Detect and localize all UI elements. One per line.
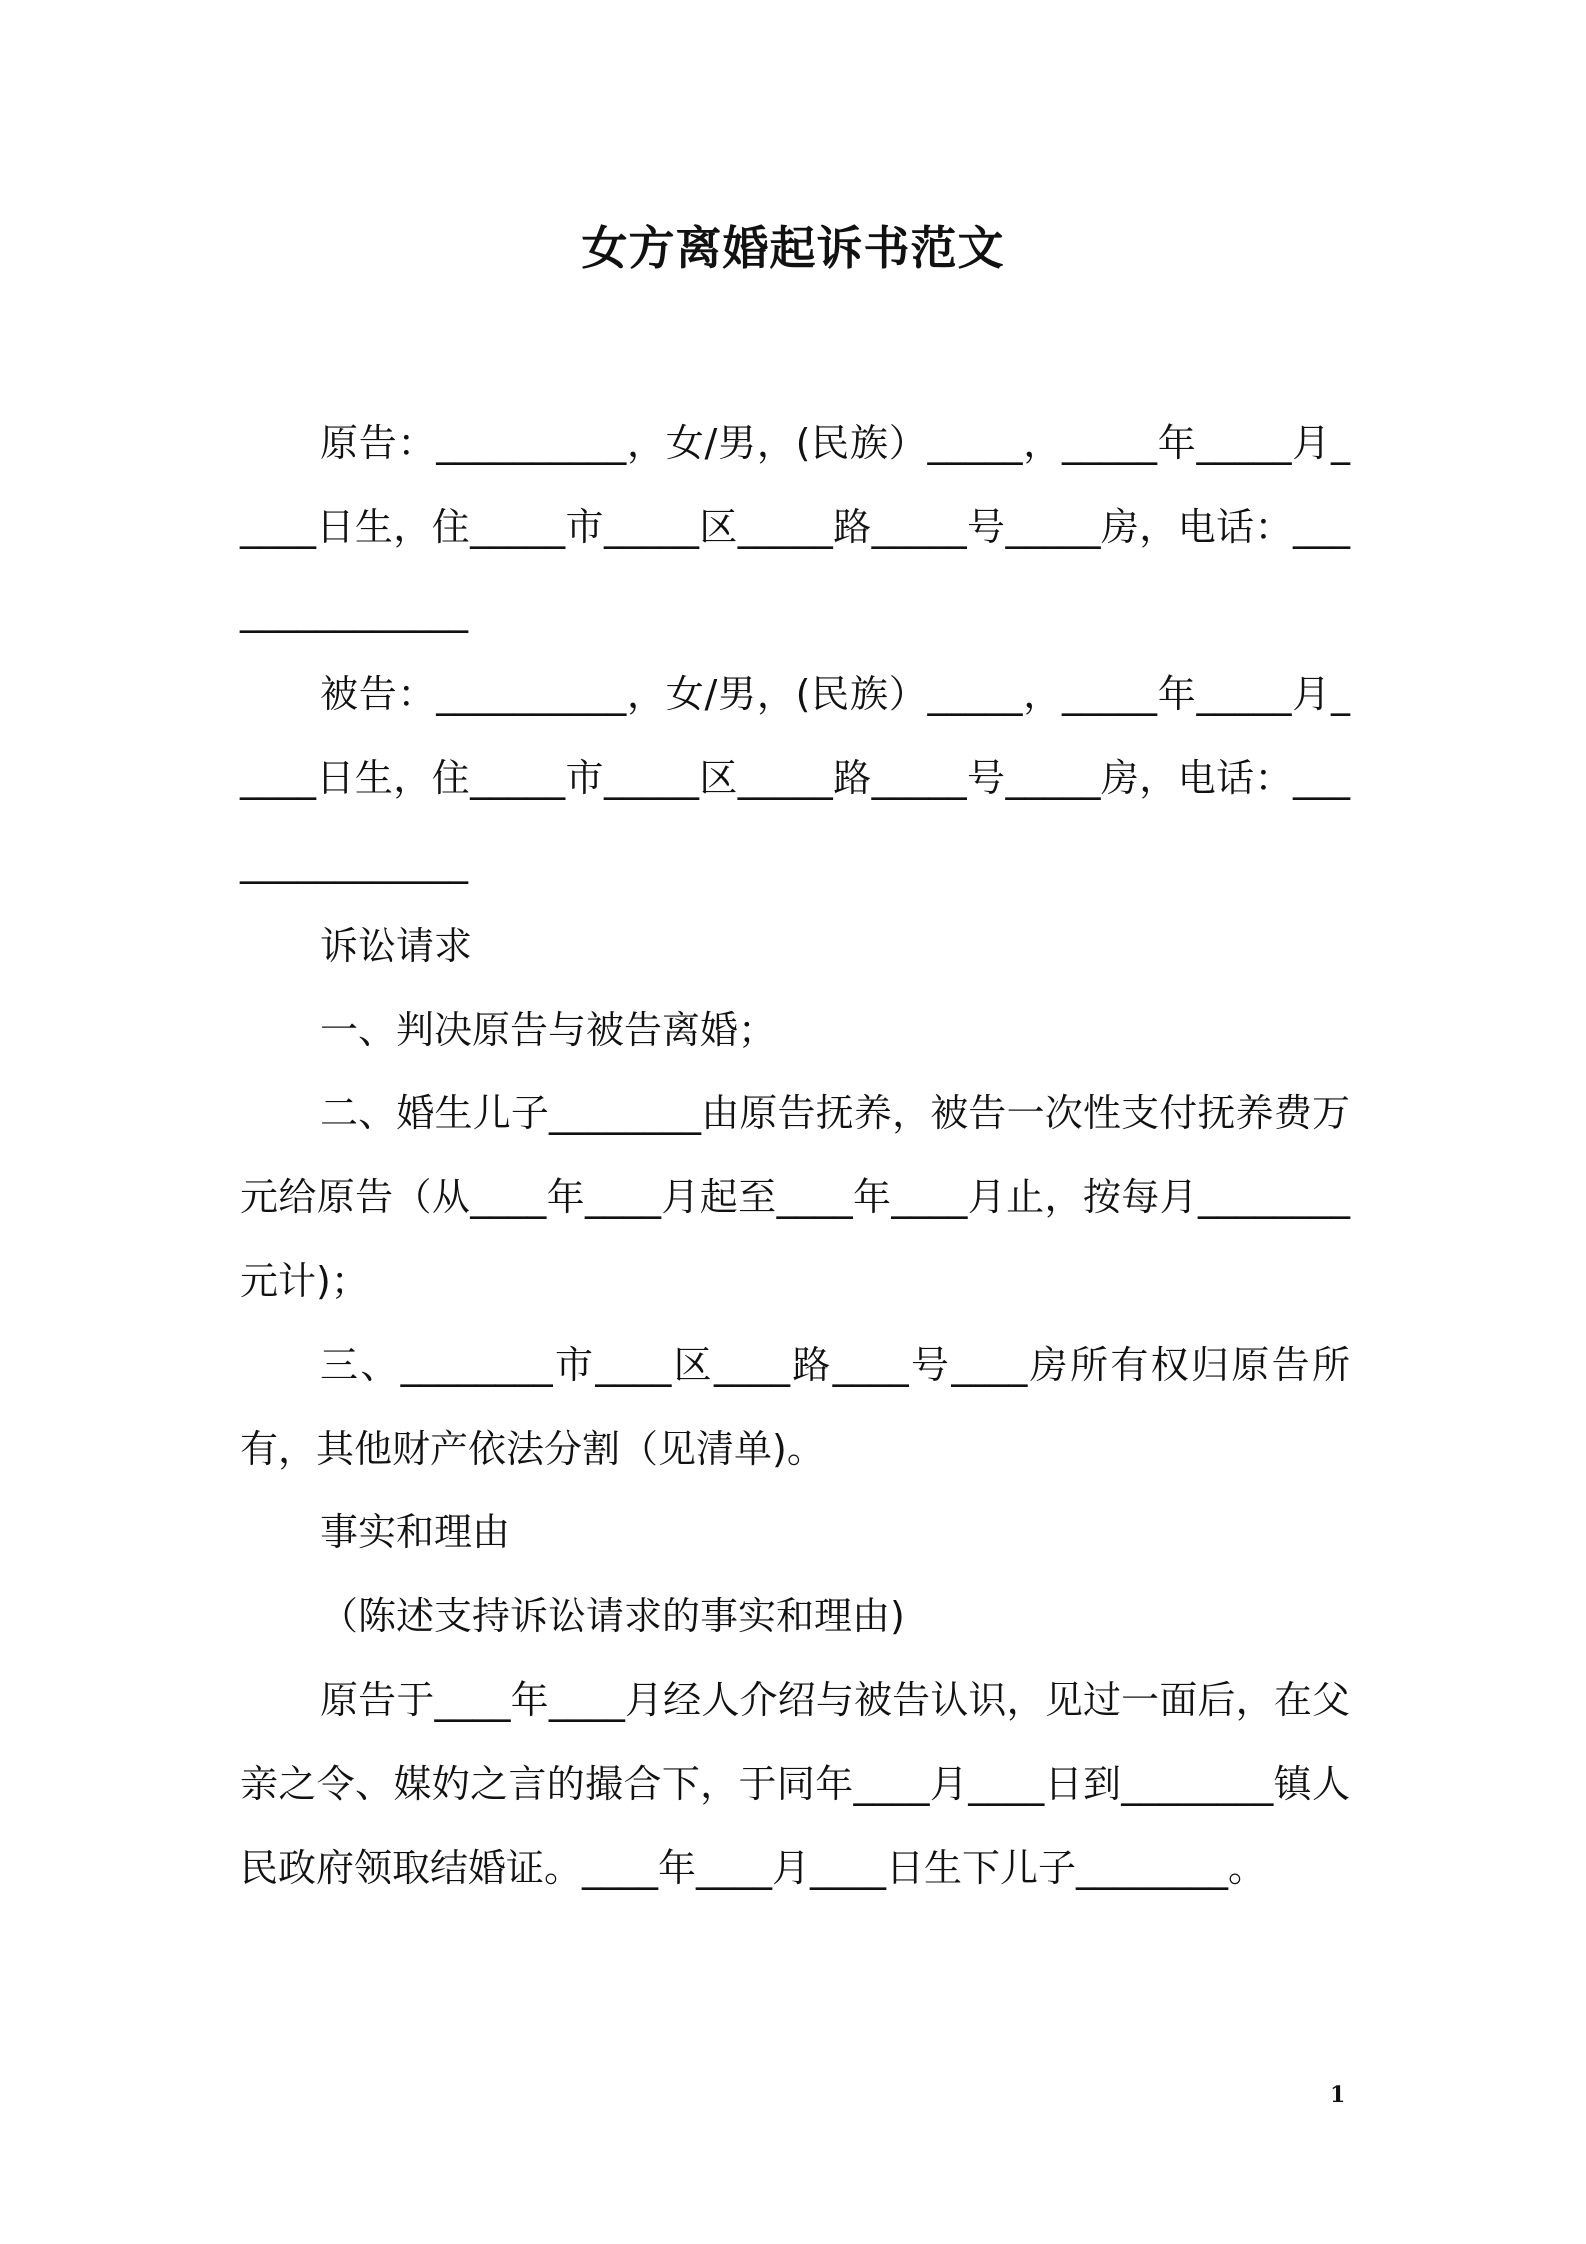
document-body [240, 402, 1350, 1910]
document-title: 女方离婚起诉书范文 [581, 221, 1005, 275]
facts-heading: 事实和理由 [320, 1510, 511, 1555]
defendant-info-paragraph: 被告：__________，女/男，(民族）_____，_____年_____月_____日生，住_____市_____区_____路_____号_____房，电话：_______________ [240, 672, 1350, 884]
facts-note: （陈述支持诉讼请求的事实和理由) [320, 1594, 905, 1639]
plaintiff-info-paragraph: 原告：__________，女/男，(民族）_____，_____年_____月_____日生，住_____市_____区_____路_____号_____房，电话：_______________ [240, 421, 1350, 633]
claim-item-3: 三、________市____区____路____号____房所有权归原告所有，其他财产依法分割（见清单)。 [240, 1342, 1350, 1471]
claim-item-1: 一、判决原告与被告离婚； [320, 1007, 777, 1052]
claims-heading: 诉讼请求 [320, 923, 473, 968]
facts-paragraph: 原告于____年____月经人介绍与被告认识，见过一面后，在父亲之令、媒妁之言的撮合下，于同年____月____日到________镇人民政府领取结婚证。____年____月____日生下儿子________。 [240, 1677, 1350, 1890]
page-number: 1 [1330, 2082, 1346, 2108]
claim-item-2: 二、婚生儿子________由原告抚养，被告一次性支付抚养费万元给原告（从____年____月起至____年____月止，按每月________元计)； [240, 1091, 1350, 1303]
